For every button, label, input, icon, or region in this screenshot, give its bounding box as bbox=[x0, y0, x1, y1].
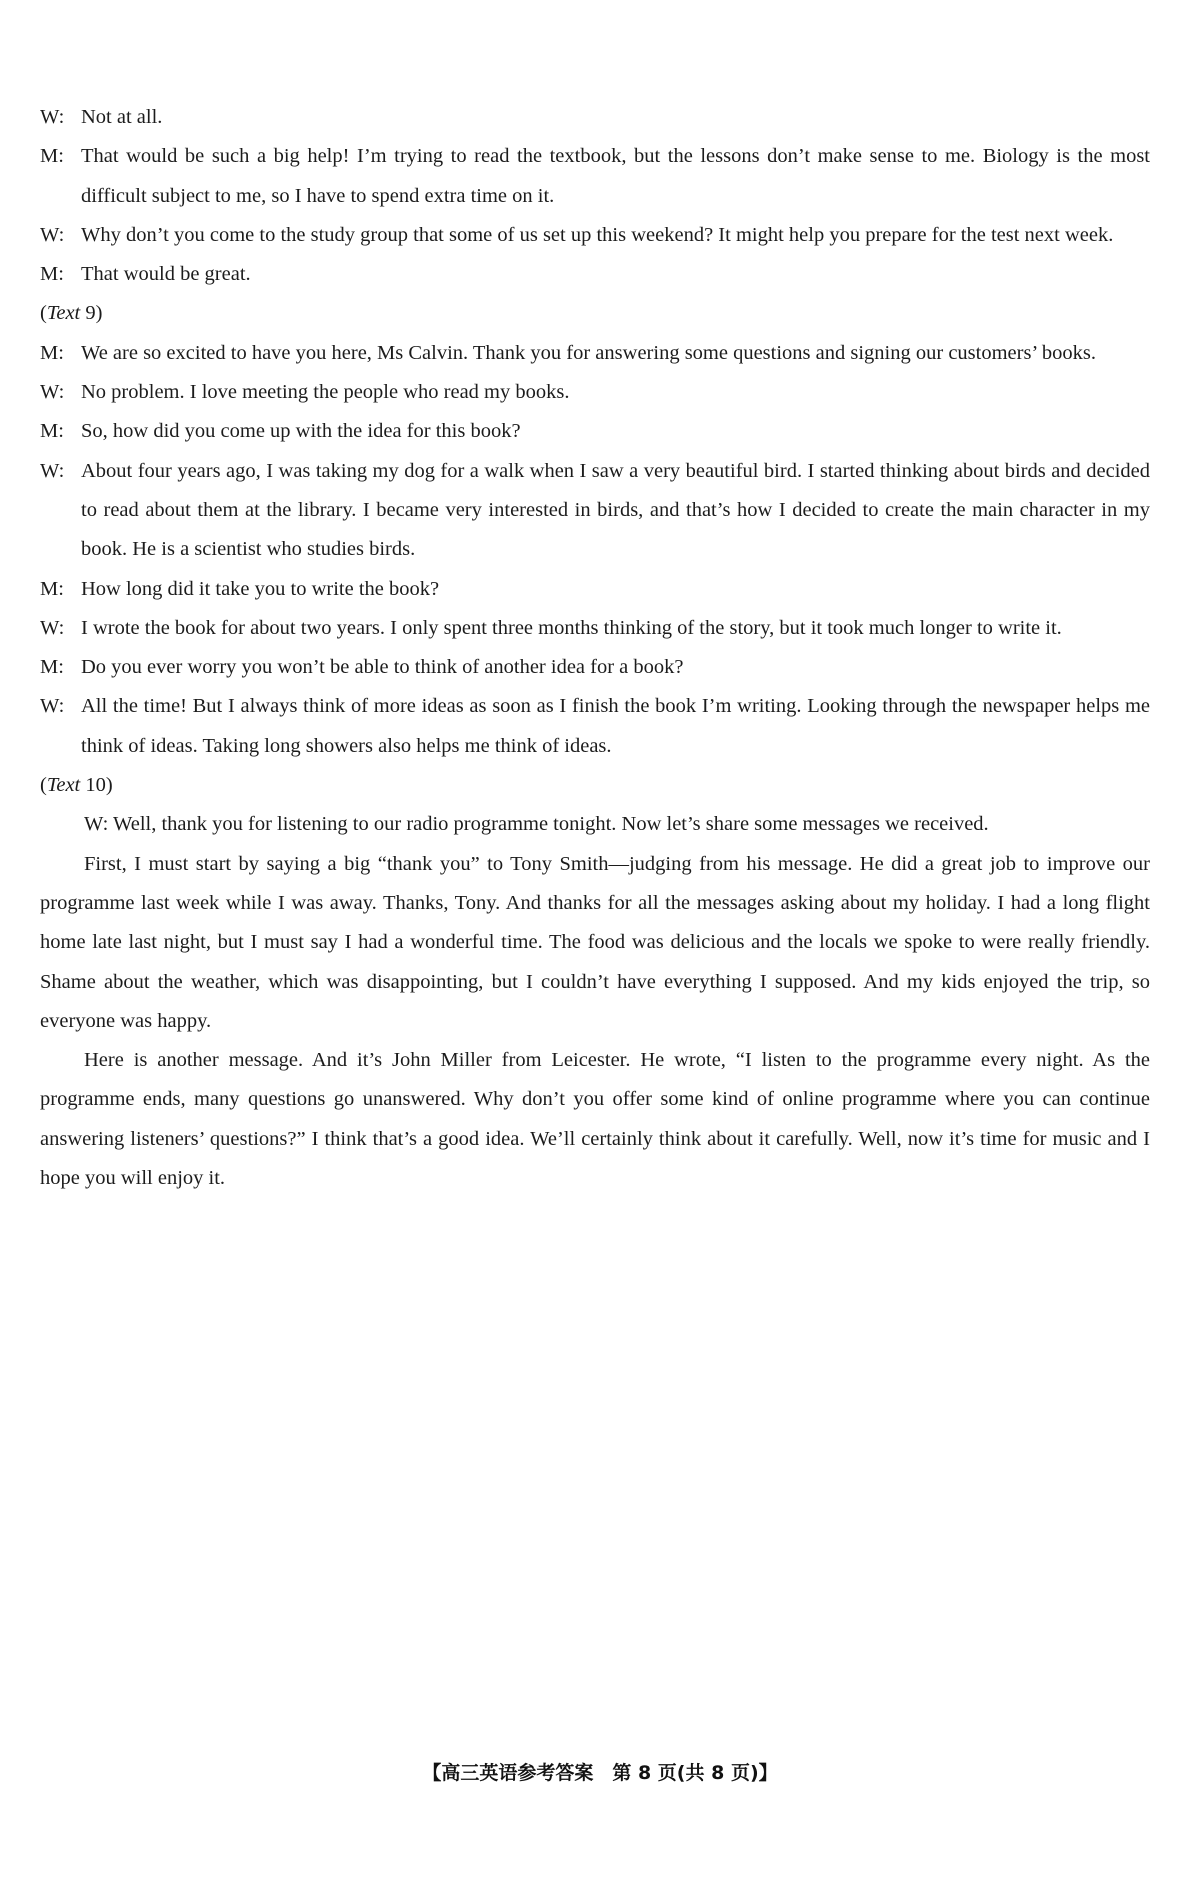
dialogue-line bbox=[40, 98, 1150, 137]
speaker-label: W: bbox=[40, 106, 65, 128]
dialogue-line bbox=[40, 648, 1150, 687]
dialogue-text: I wrote the book for about two years. I only spent three months thinking of the story, but it took much longer to write it. bbox=[81, 616, 1062, 639]
dialogue-line bbox=[40, 412, 1150, 451]
dialogue-text: Why don’t you come to the study group that some of us set up this weekend? It might help you prepare for the test next week. bbox=[81, 223, 1114, 246]
dialogue-line bbox=[40, 137, 1150, 216]
monologue-paragraph: W: Well, thank you for listening to our radio programme tonight. Now let’s share some messages we received. bbox=[84, 813, 989, 836]
monologue-paragraph: First, I must start by saying a big “thank you” to Tony Smith—judging from his message. He did a great job to improve our programme last week while I was away. Thanks, Tony. And thanks for all the messages asking about my holiday. I had a long flight home late last night, but I must say I had a wonderful time. The food was delicious and the locals we spoke to were really friendly. Shame about the weather, which was disappointing, but I couldn’t have everything I supposed. And my kids enjoyed the trip, so everyone was happy. bbox=[40, 852, 1150, 1032]
dialogue-line bbox=[40, 687, 1150, 766]
speaker-label: W: bbox=[40, 616, 65, 639]
label-word: Text bbox=[46, 774, 81, 797]
dialogue-line bbox=[40, 452, 1150, 570]
dialogue-line bbox=[40, 609, 1150, 648]
section-label-text-9 bbox=[40, 294, 1150, 333]
label-number: 10) bbox=[80, 774, 113, 797]
dialogue-line bbox=[40, 334, 1150, 373]
dialogue-text: Do you ever worry you won’t be able to think of another idea for a book? bbox=[81, 656, 684, 679]
dialogue-text: No problem. I love meeting the people who read my books. bbox=[81, 381, 570, 404]
dialogue-text: We are so excited to have you here, Ms Calvin. Thank you for answering some questions and signing our customers’ books. bbox=[81, 341, 1096, 364]
speaker-label: W: bbox=[40, 223, 65, 246]
dialogue-text: Not at all. bbox=[81, 106, 163, 128]
section-label-text-10 bbox=[40, 766, 1150, 805]
speaker-label: M: bbox=[40, 656, 64, 679]
dialogue-text: All the time! But I always think of more ideas as soon as I finish the book I’m writing. Looking through the newspaper helps me think of ideas. Taking long showers also helps me think of ideas. bbox=[81, 695, 1150, 757]
dialogue-text: About four years ago, I was taking my dog for a walk when I saw a very beautiful bird. I started thinking about birds and decided to read about them at the library. I became very interested in birds, and that’s how I decided to create the main character in my book. He is a scientist who studies birds. bbox=[81, 459, 1150, 561]
label-open-paren: ( bbox=[40, 774, 47, 797]
dialogue-text: So, how did you come up with the idea for this book? bbox=[81, 420, 521, 443]
label-number: 9) bbox=[80, 302, 103, 325]
speaker-label: W: bbox=[40, 695, 65, 718]
dialogue-line bbox=[40, 373, 1150, 412]
dialogue-line bbox=[40, 570, 1150, 609]
transcript-body bbox=[40, 98, 1150, 1198]
dialogue-text: How long did it take you to write the book? bbox=[81, 577, 440, 600]
dialogue-line bbox=[40, 216, 1150, 255]
dialogue-text: That would be great. bbox=[81, 263, 251, 286]
speaker-label: M: bbox=[40, 420, 64, 443]
speaker-label: W: bbox=[40, 459, 65, 482]
monologue-paragraph: Here is another message. And it’s John Miller from Leicester. He wrote, “I listen to the programme every night. As the programme ends, many questions go unanswered. Why don’t you offer some kind of online programme where you can continue answering listeners’ questions?” I think that’s a good idea. We’ll certainly think about it carefully. Well, now it’s time for music and I hope you will enjoy it. bbox=[40, 1049, 1150, 1190]
page-footer: 【高三英语参考答案 第 8 页(共 8 页)】 bbox=[422, 1762, 778, 1784]
dialogue-text: That would be such a big help! I’m trying to read the textbook, but the lessons don’t make sense to me. Biology is the most difficult subject to me, so I have to spend extra time on it. bbox=[81, 145, 1150, 207]
speaker-label: M: bbox=[40, 341, 64, 364]
label-word: Text bbox=[46, 302, 81, 325]
speaker-label: M: bbox=[40, 577, 64, 600]
dialogue-line bbox=[40, 255, 1150, 294]
speaker-label: M: bbox=[40, 145, 64, 168]
label-open-paren: ( bbox=[40, 302, 47, 325]
speaker-label: M: bbox=[40, 263, 64, 286]
speaker-label: W: bbox=[40, 381, 65, 404]
